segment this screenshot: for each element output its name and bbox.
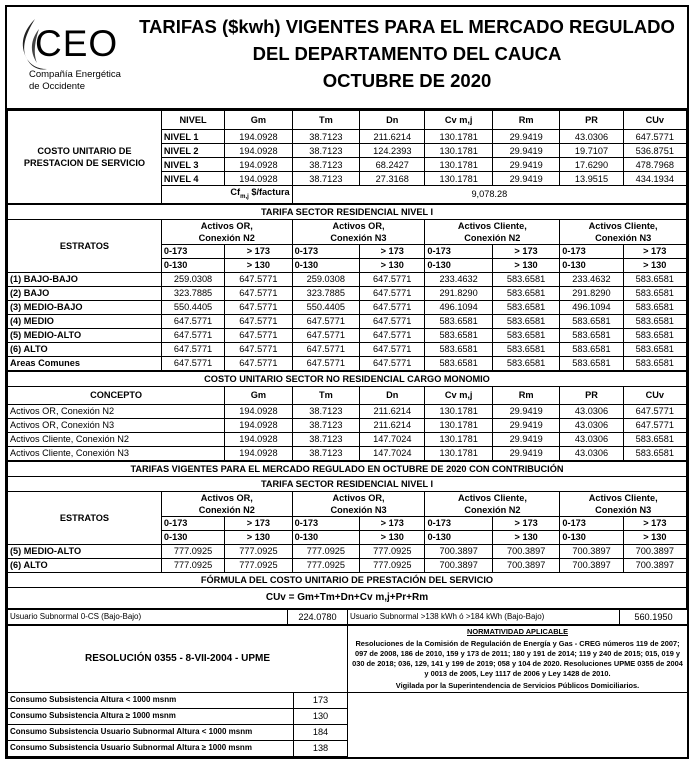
subnormal-left-value: 224.0780 [288,609,348,624]
table-row [8,544,687,558]
page-title [127,13,687,94]
col-header-dn: Dn [360,386,425,404]
range-label: 0-173 [425,516,492,530]
table-cell: 647.5771 [161,328,224,342]
estratos-header: ESTRATOS [8,491,162,544]
table-cell: 583.6581 [623,272,686,286]
range-label: > 130 [492,258,559,272]
cost-label-line2: PRESTACION DE SERVICIO [23,157,146,168]
row-label: Activos Cliente, Conexión N2 [8,432,225,446]
table-cell: 583.6581 [425,314,492,328]
range-label: 0-173 [161,516,224,530]
table-cell: 29.9419 [492,404,559,418]
group-header-line: Conexión N3 [330,232,387,243]
range-label: 0-130 [161,258,224,272]
range-label: 0-130 [425,258,492,272]
subnormal-table [7,609,688,625]
table-cell: 700.3897 [492,558,559,572]
residential-title: TARIFA SECTOR RESIDENCIAL NIVEL I [8,204,687,219]
group-header-line: Activos OR, [200,220,253,231]
table-cell: 130 [294,708,348,724]
table-row [8,328,687,342]
table-cell: 211.6214 [360,404,425,418]
normatividad-title: NORMATIVIDAD APLICABLE [467,626,568,636]
table-cell: 130.1781 [425,172,492,186]
range-label: > 173 [623,516,686,530]
table-row [8,432,687,446]
table-cell: 647.5771 [360,314,425,328]
row-label: NIVEL 2 [161,144,224,158]
col-header-concepto: CONCEPTO [8,386,225,404]
row-label: Activos OR, Conexión N2 [8,404,225,418]
row-label: (5) MEDIO-ALTO [8,544,162,558]
table-cell: 583.6581 [492,300,559,314]
range-label: > 130 [360,258,425,272]
table-cell: 147.7024 [360,432,425,446]
table-row [8,404,687,418]
subnormal-left-label: Usuario Subnormal 0-CS (Bajo-Bajo) [8,609,288,624]
table-cell: 647.5771 [225,328,292,342]
col-header-cuv: CUv [623,386,686,404]
group-header-or-n2 [161,219,292,244]
range-label: 0-130 [161,530,224,544]
group-header-cliente-n2 [425,219,560,244]
logo-subtitle-line1: Compañía Energética [29,69,121,80]
table-cell: 233.4632 [425,272,492,286]
table-cell: 583.6581 [425,328,492,342]
table-cell: 17.6290 [560,158,623,172]
table-cell: 211.6214 [360,130,425,144]
row-label: (3) MEDIO-BAJO [8,300,162,314]
table-cell: 38.7123 [292,432,359,446]
table-cell: 29.9419 [492,130,559,144]
table-cell: 124.2393 [360,144,425,158]
range-label: > 130 [225,258,292,272]
table-cell: 583.6581 [623,446,686,460]
row-label: Consumo Subsistencia Usuario Subnormal Altura < 1000 msnm [8,724,294,740]
table-cell: 583.6581 [425,342,492,356]
nonresidential-table [7,371,687,461]
table-cell: 647.5771 [623,418,686,432]
range-label: 0-173 [292,516,359,530]
residential-table [7,204,687,371]
table-cell: 583.6581 [560,328,623,342]
table-cell: 700.3897 [623,558,686,572]
table-cell: 777.0925 [360,544,425,558]
title-line3: OCTUBRE DE 2020 [322,70,492,91]
group-header-line: Activos Cliente, [457,220,527,231]
cost-table [7,110,687,204]
range-label: > 173 [360,516,425,530]
contribution-rows [8,544,687,572]
range-label: > 173 [225,244,292,258]
table-row [8,558,687,572]
table-cell: 777.0925 [161,558,224,572]
table-cell: 29.9419 [492,418,559,432]
resolution-title: RESOLUCIÓN 0355 - 8-VII-2004 - UPME [8,625,348,692]
table-row [8,418,687,432]
table-cell: 583.6581 [492,272,559,286]
col-header-cvmj: Cv m,j [425,386,492,404]
table-cell: 173 [294,692,348,708]
col-header-tm: Tm [292,386,359,404]
cf-label-text: Cf [230,187,241,197]
resolution-rows [8,692,688,756]
range-label: > 173 [360,244,425,258]
group-header-line: Conexión N2 [198,504,255,515]
table-cell: 194.0928 [225,404,292,418]
table-cell: 29.9419 [492,144,559,158]
group-header-line: Conexión N2 [198,232,255,243]
row-label: (5) MEDIO-ALTO [8,328,162,342]
table-cell: 700.3897 [623,544,686,558]
group-header-or-n3 [292,491,425,516]
group-header-line: Activos Cliente, [588,220,658,231]
table-cell: 583.6581 [623,286,686,300]
group-header-cliente-n3 [560,219,687,244]
table-cell: 647.5771 [292,356,359,370]
table-cell: 291.8290 [425,286,492,300]
table-cell: 29.9419 [492,432,559,446]
range-label: > 130 [623,530,686,544]
contribution-title: TARIFA SECTOR RESIDENCIAL NIVEL I [8,476,687,491]
table-cell: 43.0306 [560,418,623,432]
subnormal-right-label: Usuario Subnormal >138 kWh ó >184 kWh (Bajo-Bajo) [348,609,620,624]
table-cell: 583.6581 [560,314,623,328]
table-cell: 647.5771 [292,328,359,342]
table-row [8,314,687,328]
range-label: 0-173 [425,244,492,258]
table-cell: 647.5771 [360,356,425,370]
table-cell: 583.6581 [623,314,686,328]
table-cell: 19.7107 [560,144,623,158]
residential-rows [8,272,687,370]
group-header-cliente-n3 [560,491,687,516]
table-cell: 647.5771 [225,342,292,356]
range-label: > 173 [225,516,292,530]
table-cell: 323.7885 [292,286,359,300]
range-label: 0-130 [560,530,623,544]
cost-label-line1: COSTO UNITARIO DE [37,145,132,156]
range-label: 0-130 [425,530,492,544]
subnormal-right-value: 560.1950 [620,609,688,624]
table-cell: 647.5771 [161,314,224,328]
table-cell: 583.6581 [492,328,559,342]
col-header-pr: PR [560,111,623,130]
table-cell: 38.7123 [292,130,359,144]
group-header-or-n2 [161,491,292,516]
table-cell: 211.6214 [360,418,425,432]
nonresidential-title: COSTO UNITARIO SECTOR NO RESIDENCIAL CARGO MONOMIO [8,371,687,386]
table-cell: 777.0925 [292,544,359,558]
table-cell: 184 [294,724,348,740]
table-cell: 536.8751 [623,144,686,158]
table-cell: 583.6581 [560,356,623,370]
table-cell: 647.5771 [161,356,224,370]
table-cell: 647.5771 [225,300,292,314]
col-header-cvmj: Cv m,j [425,111,492,130]
table-row [8,286,687,300]
col-header-nivel: NIVEL [161,111,224,130]
range-label: 0-130 [292,530,359,544]
table-cell: 13.9515 [560,172,623,186]
group-header-line: Conexión N3 [595,504,652,515]
table-cell: 700.3897 [560,544,623,558]
title-line2: DEL DEPARTAMENTO DEL CAUCA [252,43,562,64]
tables-container [5,108,689,759]
group-header-line: Activos Cliente, [457,492,527,503]
table-cell: 323.7885 [161,286,224,300]
group-header-line: Activos OR, [332,220,385,231]
range-label: 0-173 [161,244,224,258]
logo-subtitle [29,69,121,93]
table-cell: 68.2427 [360,158,425,172]
table-cell: 647.5771 [360,328,425,342]
table-cell: 29.9419 [492,172,559,186]
normatividad-text: Resoluciones de la Comisión de Regulación de Energía y Gas - CREG números 119 de 2007; 097 de 2008, 186 de 2010, 159 y 173 de 2011; 180 y 191 de 2014; 119 y 240 de 2015; 015, 019 y 030 de 2018; 036, 129, 141 y 199 de 2019; 058 y 104 de 2020. Resoluciones UPME 0355 de 2004 y 0013 de 2005, Ley 1117 de 2006 y Ley 1428 de 2010. [352,638,683,678]
table-cell: 38.7123 [292,158,359,172]
table-row [8,740,688,756]
cost-label [8,111,162,204]
table-cell: 777.0925 [225,544,292,558]
table-cell: 647.5771 [623,130,686,144]
table-cell: 647.5771 [161,342,224,356]
table-cell: 38.7123 [292,418,359,432]
table-row [8,342,687,356]
table-cell: 291.8290 [560,286,623,300]
range-label: > 130 [623,258,686,272]
normatividad-box [348,625,688,692]
col-header-cuv: CUv [623,111,686,130]
table-cell: 647.5771 [225,314,292,328]
table-cell: 194.0928 [225,432,292,446]
group-header-line: Conexión N2 [464,504,521,515]
row-label: (6) ALTO [8,558,162,572]
contribution-table [7,461,687,609]
table-cell: 130.1781 [425,130,492,144]
company-logo [13,11,129,105]
table-cell: 233.4632 [560,272,623,286]
cf-label [161,186,292,204]
table-cell: 496.1094 [560,300,623,314]
col-header-rm: Rm [492,386,559,404]
table-row [8,724,688,740]
table-cell: 583.6581 [560,342,623,356]
table-row [8,692,688,708]
formula-title: FÓRMULA DEL COSTO UNITARIO DE PRESTACIÓN DEL SERVICIO [8,572,687,587]
table-cell: 700.3897 [560,558,623,572]
table-cell: 647.5771 [360,286,425,300]
table-cell: 194.0928 [225,144,292,158]
row-label: Consumo Subsistencia Altura < 1000 msnm [8,692,294,708]
group-header-or-n3 [292,219,425,244]
table-cell: 583.6581 [492,342,559,356]
table-cell: 647.5771 [225,272,292,286]
col-header-gm: Gm [225,111,292,130]
table-row [8,356,687,370]
table-cell: 27.3168 [360,172,425,186]
row-label: (2) BAJO [8,286,162,300]
range-label: 0-173 [560,244,623,258]
table-cell: 130.1781 [425,404,492,418]
table-cell: 259.0308 [292,272,359,286]
range-label: > 130 [492,530,559,544]
table-cell: 496.1094 [425,300,492,314]
cf-label-sub: m,j [240,193,249,200]
row-label: NIVEL 4 [161,172,224,186]
table-cell: 130.1781 [425,144,492,158]
group-header-line: Conexión N2 [464,232,521,243]
tariff-sheet [5,5,689,754]
table-cell: 777.0925 [360,558,425,572]
resolution-table [7,625,688,757]
range-label: > 130 [225,530,292,544]
table-cell: 583.6581 [623,356,686,370]
row-label: Areas Comunes [8,356,162,370]
col-header-tm: Tm [292,111,359,130]
row-label: Activos Cliente, Conexión N3 [8,446,225,460]
range-label: > 130 [360,530,425,544]
row-label: NIVEL 1 [161,130,224,144]
table-cell: 434.1934 [623,172,686,186]
range-label: > 173 [623,244,686,258]
table-cell: 43.0306 [560,404,623,418]
table-cell: 583.6581 [623,328,686,342]
table-cell: 130.1781 [425,158,492,172]
table-cell: 647.5771 [360,300,425,314]
normatividad-footer: Vigilada por la Superintendencia de Servicios Públicos Domiciliarios. [395,680,640,690]
group-header-line: Activos OR, [332,492,385,503]
range-label: 0-173 [560,516,623,530]
table-cell: 647.5771 [292,314,359,328]
table-cell: 583.6581 [492,286,559,300]
row-label: Consumo Subsistencia Altura ≥ 1000 msnm [8,708,294,724]
table-cell: 647.5771 [225,356,292,370]
table-cell: 38.7123 [292,446,359,460]
table-cell: 38.7123 [292,172,359,186]
table-cell: 583.6581 [425,356,492,370]
table-cell: 583.6581 [492,314,559,328]
table-cell: 550.4405 [161,300,224,314]
logo-wordmark: CEO [35,23,119,64]
group-header-line: Conexión N3 [330,504,387,515]
range-label: > 173 [492,516,559,530]
cf-value: 9,078.28 [292,186,686,204]
group-header-cliente-n2 [425,491,560,516]
col-header-dn: Dn [360,111,425,130]
table-cell: 43.0306 [560,446,623,460]
row-label: Activos OR, Conexión N3 [8,418,225,432]
table-cell: 194.0928 [225,446,292,460]
table-cell: 777.0925 [161,544,224,558]
table-cell: 777.0925 [292,558,359,572]
table-cell: 700.3897 [492,544,559,558]
table-cell: 38.7123 [292,144,359,158]
table-cell: 130.1781 [425,432,492,446]
row-label: (1) BAJO-BAJO [8,272,162,286]
col-header-gm: Gm [225,386,292,404]
table-cell: 583.6581 [623,342,686,356]
table-cell: 130.1781 [425,446,492,460]
group-header-line: Conexión N3 [595,232,652,243]
formula-text: CUv = Gm+Tm+Dn+Cv m,j+Pr+Rm [8,587,687,608]
table-cell: 130.1781 [425,418,492,432]
table-cell: 583.6581 [623,300,686,314]
table-cell: 38.7123 [292,404,359,418]
table-cell: 647.5771 [225,286,292,300]
table-cell: 194.0928 [225,172,292,186]
row-label: (6) ALTO [8,342,162,356]
range-label: 0-130 [292,258,359,272]
col-header-rm: Rm [492,111,559,130]
table-cell: 583.6581 [492,356,559,370]
table-row [8,272,687,286]
cf-unit: $/factura [248,187,290,197]
table-cell: 777.0925 [225,558,292,572]
range-label: 0-173 [292,244,359,258]
table-cell: 700.3897 [425,558,492,572]
table-cell: 194.0928 [225,158,292,172]
table-cell: 550.4405 [292,300,359,314]
table-cell: 29.9419 [492,158,559,172]
header [5,5,689,108]
logo-subtitle-line2: de Occidente [29,81,85,92]
group-header-line: Activos Cliente, [588,492,658,503]
range-label: 0-130 [560,258,623,272]
table-cell: 194.0928 [225,418,292,432]
row-label: (4) MEDIO [8,314,162,328]
table-cell: 700.3897 [425,544,492,558]
table-cell: 43.0306 [560,130,623,144]
table-cell: 29.9419 [492,446,559,460]
title-line1: TARIFAS ($kwh) VIGENTES PARA EL MERCADO REGULADO [139,16,675,37]
table-row [8,300,687,314]
row-label: Consumo Subsistencia Usuario Subnormal Altura ≥ 1000 msnm [8,740,294,756]
table-cell: 138 [294,740,348,756]
table-cell: 583.6581 [623,432,686,446]
range-label: > 173 [492,244,559,258]
nonresidential-rows [8,404,687,460]
table-row [8,708,688,724]
table-cell: 647.5771 [623,404,686,418]
table-cell: 43.0306 [560,432,623,446]
col-header-pr: PR [560,386,623,404]
table-cell: 259.0308 [161,272,224,286]
table-cell: 147.7024 [360,446,425,460]
table-cell: 194.0928 [225,130,292,144]
contribution-banner: TARIFAS VIGENTES PARA EL MERCADO REGULADO EN OCTUBRE DE 2020 CON CONTRIBUCIÓN [8,461,687,476]
table-cell: 647.5771 [292,342,359,356]
table-cell: 478.7968 [623,158,686,172]
table-cell: 647.5771 [360,272,425,286]
group-header-line: Activos OR, [200,492,253,503]
estratos-header: ESTRATOS [8,219,162,272]
table-row [8,446,687,460]
row-label: NIVEL 3 [161,158,224,172]
table-cell: 647.5771 [360,342,425,356]
